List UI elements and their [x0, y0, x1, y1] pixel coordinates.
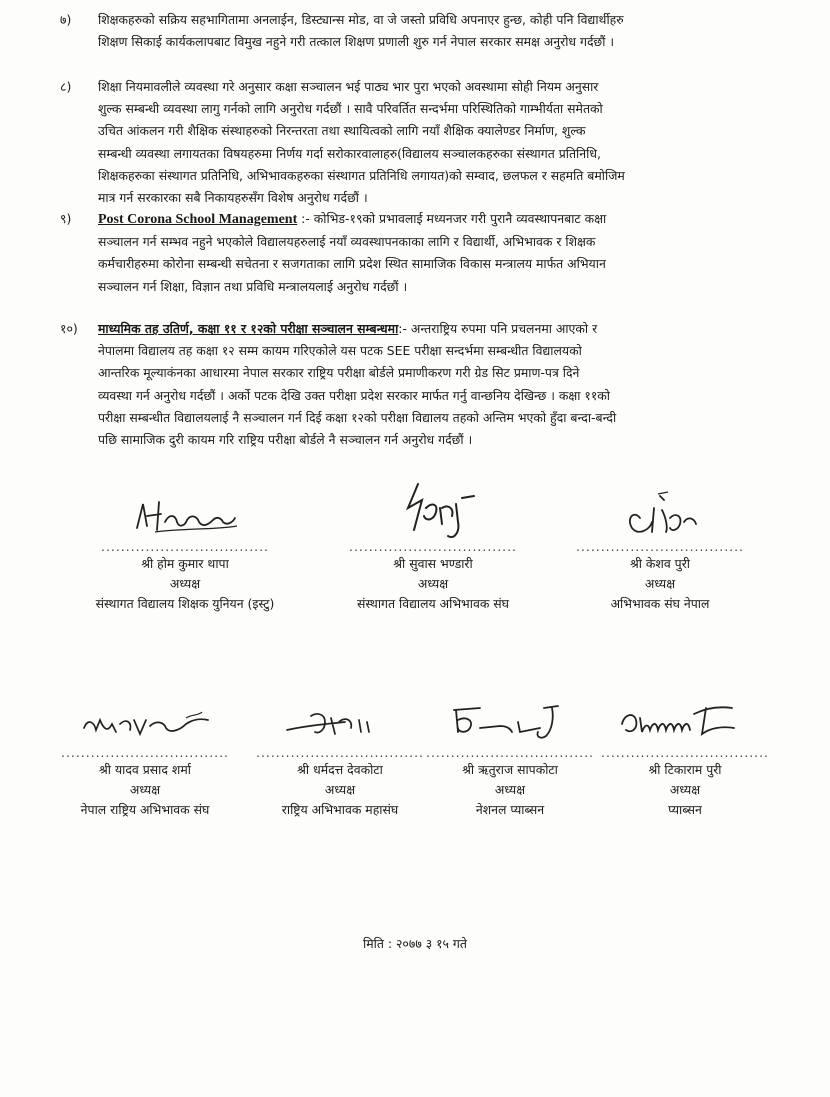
signatory-org: संस्थागत विद्यालय शिक्षक युनियन (इस्टु) [95, 596, 275, 611]
paragraph-line: परीक्षा सम्बन्धीत विद्यालयलाई नै सञ्चालन गर्न दिई कक्षा १२को परीक्षा विद्यालय तहको अन्तिम भएको हुँदा बन्दा-बन्दी [98, 409, 617, 425]
handwritten-signature-icon [70, 698, 220, 748]
signatory-block [540, 488, 780, 614]
paragraph-line: शिक्षकहरुका संस्थागत प्रतिनिधि, अभिभावकहरुका संस्थागत प्रतिनिधि लगायत)को सम्वाद, छलफल र सहमति बमोजिम [98, 167, 625, 183]
signatory-block [65, 492, 305, 614]
paragraph-line: उचित आंकलन गरी शैक्षिक संस्थाहरुको निरन्तरता तथा स्थायित्वको लागि नयाँ शैक्षिक क्यालेण्डर निर्माण, शुल्क [98, 123, 586, 139]
handwritten-signature-icon [275, 698, 405, 748]
signatory-name: श्री होम कुमार थापा [141, 556, 229, 571]
signatory-name: श्री धर्मदत्त देवकोटा [297, 762, 383, 777]
signatory-block [585, 698, 785, 820]
paragraph-line: शिक्षकहरुको सक्रिय सहभागितामा अनलाईन, डिस्ट्यान्स मोड, वा जे जस्तो प्रविधि अपनाएर हुन्छ, कोही पनि विद्यार्थीहरु [98, 12, 624, 27]
paragraph-line: शिक्षा नियमावलीले व्यवस्था गरे अनुसार कक्षा सञ्चालन भई पाठ्य भार पुरा भएको अवस्थामा सोही नियम अनुसार [98, 79, 599, 94]
signature-line: .................................. [256, 748, 424, 760]
paragraph-line: कर्मचारीहरुमा कोरोना सम्बन्धी सचेतना र सजगताका लागि प्रदेश स्थित सामाजिक विकास मन्त्रालय मार्फत अभियान [98, 256, 606, 272]
handwritten-signature-icon [610, 488, 710, 542]
paragraph-line: :- कोभिड-१९को प्रभावलाई मध्यनजर गरी पुरानै व्यवस्थापनबाट कक्षा [297, 211, 607, 226]
handwritten-signature-icon [125, 492, 245, 542]
paragraph-8 [60, 76, 775, 209]
paragraph-9 [60, 208, 775, 298]
paragraph-line: सञ्चालन गर्न सम्भव नहुने भएकोले विद्यालयहरुलाई नयाँ व्यवस्थापनकाका लागि र विद्यार्थी, अभिभावक र शिक्षक [98, 234, 596, 250]
handwritten-signature-icon [378, 478, 488, 542]
paragraph-line: व्यवस्था गर्न अनुरोध गर्दछौं । अर्को पटक देखि उक्त परीक्षा प्रदेश सरकार मार्फत गर्नु वान्छनिय देखिन्छ । कक्षा ११को [98, 387, 611, 403]
signatory-title: अध्यक्ष [169, 576, 201, 591]
signature-line: .................................. [426, 748, 594, 760]
paragraph-line: आन्तरिक मूल्याकंनका आधारमा नेपाल सरकार राष्ट्रिय परीक्षा बोर्डले प्रमाणीकरण गरी ग्रेड सिट प्रमाण-पत्र दिने [98, 365, 580, 381]
signatory-title: अध्यक्ष [494, 782, 526, 797]
paragraph-line: सञ्चालन गर्न शिक्षा, विज्ञान तथा प्रविधि मन्त्रालयलाई अनुरोध गर्दछौं । [98, 278, 408, 294]
paragraph-heading: माध्यमिक तह उतिर्ण, कक्षा ११ र १२को परीक्षा सञ्चालन सम्बन्धमा [98, 321, 399, 336]
signature-line: .................................. [349, 542, 517, 554]
paragraph-line: शिक्षण सिकाई कार्यकलापबाट विमुख नहुने गरी तत्काल शिक्षण प्रणाली शुरु गर्न नेपाल सरकार समक्ष अनुरोध गर्दछौं । [98, 34, 615, 50]
handwritten-signature-icon [610, 698, 760, 748]
handwritten-signature-icon [440, 698, 580, 748]
paragraph-heading: Post Corona School Management [98, 212, 298, 227]
signatory-name: श्री टिकाराम पुरी [648, 762, 722, 777]
paragraph-line: सम्बन्धी व्यवस्था लगायतका विषयहरुमा निर्णय गर्दा सरोकारवालाहरु(विद्यालय सञ्चालकहरुका संस्थागत प्रतिनिधि, [98, 145, 601, 161]
paragraph-number: १०) [60, 321, 78, 336]
paragraph-number: ९) [60, 211, 72, 226]
signatory-title: अध्यक्ष [129, 782, 161, 797]
paragraph-number: ७) [60, 12, 72, 27]
document-date: मिति : २०७७ ३ १५ गते [363, 936, 467, 951]
signatory-org: नेपाल राष्ट्रिय अभिभावक संघ [80, 802, 210, 817]
signatory-org: संस्थागत विद्यालय अभिभावक संघ [356, 596, 510, 611]
signatory-block [313, 478, 553, 614]
signatory-org: अभिभावक संघ नेपाल [610, 596, 710, 611]
signatory-title: अध्यक्ष [644, 576, 676, 591]
signatory-block [45, 698, 245, 820]
signatory-org: प्याब्सन [668, 802, 702, 817]
signature-line: .................................. [101, 542, 269, 554]
signatory-org: नेशनल प्याब्सन [475, 802, 545, 817]
signatory-block [410, 698, 610, 820]
paragraph-line: मात्र गर्न सरकारका सबै निकायहरुसँग विशेष अनुरोध गर्दछौं । [98, 190, 368, 206]
signature-line: .................................. [601, 748, 769, 760]
signature-line: .................................. [61, 748, 229, 760]
signatory-title: अध्यक्ष [417, 576, 449, 591]
signatory-org: राष्ट्रिय अभिभावक महासंघ [281, 802, 399, 817]
signatory-name: श्री ऋतुराज सापकोटा [462, 762, 558, 777]
signatory-title: अध्यक्ष [669, 782, 701, 797]
paragraph-line: नेपालमा विद्यालय तह कक्षा १२ सम्म कायम गरिएकोले यस पटक SEE परीक्षा सन्दर्भमा सम्बन्धीत विद्यालयको [98, 343, 582, 359]
signature-line: .................................. [576, 542, 744, 554]
paragraph-10 [60, 318, 775, 451]
signatory-name: श्री सुवास भण्डारी [393, 556, 473, 571]
paragraph-line: पछि सामाजिक दुरी कायम गरि राष्ट्रिय परीक्षा बोर्डले नै सञ्चालन गर्न अनुरोध गर्दछौं । [98, 432, 473, 448]
paragraph-7 [60, 9, 775, 53]
paragraph-number: ८) [60, 79, 72, 94]
signatory-title: अध्यक्ष [324, 782, 356, 797]
paragraph-line: :- अन्तराष्ट्रिय रुपमा पनि प्रचलनमा आएको र [398, 321, 598, 336]
signatory-name: श्री यादव प्रसाद शर्मा [99, 762, 191, 777]
signatory-name: श्री केशव पुरी [629, 556, 690, 571]
paragraph-line: शुल्क सम्बन्धी व्यवस्था लागु गर्नको लागि अनुरोध गर्दछौं । सावै परिवर्तित सन्दर्भमा परिस्थितिको गाम्भीर्यता समेतको [98, 101, 603, 117]
